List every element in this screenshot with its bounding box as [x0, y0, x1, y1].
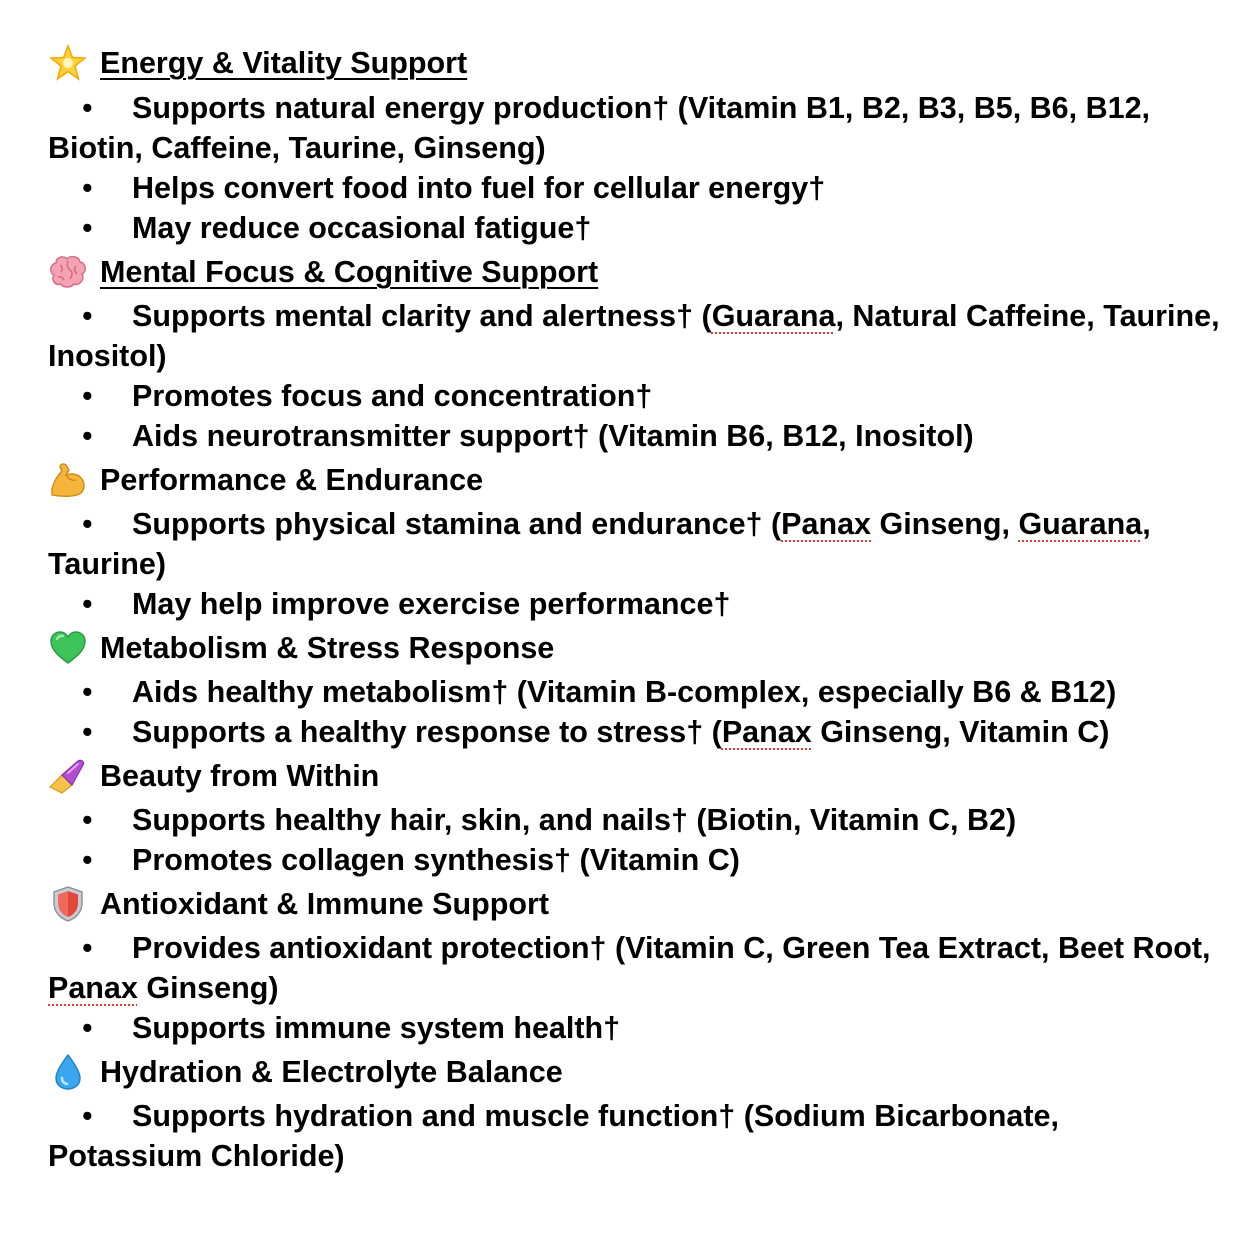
list-item-text: Ginseng, — [871, 507, 1019, 541]
section-title: Mental Focus & Cognitive Support — [100, 255, 599, 289]
brain-icon — [48, 252, 88, 292]
droplet-icon — [48, 1052, 88, 1092]
list-item — [48, 376, 1220, 416]
section-title: Hydration & Electrolyte Balance — [100, 1055, 563, 1089]
list-item-text: May help improve exercise performance† — [132, 587, 731, 621]
list-item-text: Aids healthy metabolism† (Vitamin B-complex, especially B6 & B12) — [132, 675, 1117, 709]
section-heading — [48, 456, 1220, 504]
nail-polish-icon — [48, 756, 88, 796]
list-item-text: Promotes focus and concentration† — [132, 379, 653, 413]
list-item-text: Helps convert food into fuel for cellular energy† — [132, 171, 826, 205]
section-heading — [48, 752, 1220, 800]
list-item-text: Supports mental clarity and alertness† ( — [132, 299, 712, 333]
misspelled-word[interactable]: Panax — [48, 971, 138, 1005]
list-item — [48, 168, 1220, 208]
list-item — [48, 928, 1220, 1008]
glowing-star-icon — [48, 43, 88, 83]
list-item — [48, 296, 1220, 376]
section-heading — [48, 38, 1220, 88]
list-item — [48, 88, 1220, 168]
list-item-text: May reduce occasional fatigue† — [132, 211, 592, 245]
bullet-marker: • — [82, 675, 93, 709]
list-item-text: , Natural Caffeine, Taurine, Inositol) — [48, 299, 1220, 373]
list-item-text: Supports healthy hair, skin, and nails† (Biotin, Vitamin C, B2) — [132, 803, 1017, 837]
section-title: Antioxidant & Immune Support — [100, 887, 550, 921]
section-heading — [48, 1048, 1220, 1096]
bullet-marker: • — [82, 211, 93, 245]
bullet-marker: • — [82, 299, 93, 333]
list-item-text: Aids neurotransmitter support† (Vitamin B6, B12, Inositol) — [132, 419, 974, 453]
section-title: Metabolism & Stress Response — [100, 631, 555, 665]
bullet-marker: • — [82, 171, 93, 205]
list-item — [48, 1008, 1220, 1048]
list-item — [48, 672, 1220, 712]
list-item-text: , Taurine) — [48, 507, 1151, 581]
document-body — [48, 38, 1220, 1176]
list-item-text: Supports hydration and muscle function† (Sodium Bicarbonate, Potassium Chloride) — [48, 1099, 1059, 1173]
list-item-text: Supports natural energy production† (Vitamin B1, B2, B3, B5, B6, B12, Biotin, Caffeine, Taurine, Ginseng) — [48, 91, 1151, 165]
flexed-biceps-icon — [48, 460, 88, 500]
list-item — [48, 584, 1220, 624]
section-title: Beauty from Within — [100, 759, 380, 793]
shield-icon — [48, 884, 88, 924]
list-item-text: Ginseng) — [137, 971, 279, 1005]
section-heading — [48, 624, 1220, 672]
list-item — [48, 504, 1220, 584]
list-item — [48, 800, 1220, 840]
bullet-marker: • — [82, 91, 93, 125]
bullet-marker: • — [82, 843, 93, 877]
list-item — [48, 712, 1220, 752]
list-item — [48, 840, 1220, 880]
section-heading — [48, 880, 1220, 928]
list-item — [48, 1096, 1220, 1176]
list-item-text: Promotes collagen synthesis† (Vitamin C) — [132, 843, 740, 877]
bullet-marker: • — [82, 587, 93, 621]
section-title: Energy & Vitality Support — [100, 46, 468, 80]
bullet-marker: • — [82, 419, 93, 453]
bullet-marker: • — [82, 803, 93, 837]
bullet-marker: • — [82, 1011, 93, 1045]
list-item-text: Supports immune system health† — [132, 1011, 621, 1045]
list-item — [48, 416, 1220, 456]
green-heart-icon — [48, 628, 88, 668]
list-item-text: Provides antioxidant protection† (Vitamin C, Green Tea Extract, Beet Root, — [132, 931, 1211, 965]
list-item — [48, 208, 1220, 248]
misspelled-word[interactable]: Panax — [781, 507, 872, 541]
list-item-text: Supports physical stamina and endurance† ( — [132, 507, 782, 541]
bullet-marker: • — [82, 379, 93, 413]
list-item-text: Supports a healthy response to stress† ( — [132, 715, 722, 749]
section-heading — [48, 248, 1220, 296]
bullet-marker: • — [82, 931, 93, 965]
bullet-marker: • — [82, 1099, 93, 1133]
misspelled-word[interactable]: Guarana — [711, 299, 836, 333]
section-title: Performance & Endurance — [100, 463, 484, 497]
misspelled-word[interactable]: Panax — [721, 715, 812, 749]
misspelled-word[interactable]: Guarana — [1018, 507, 1143, 541]
bullet-marker: • — [82, 507, 93, 541]
list-item-text: Ginseng, Vitamin C) — [811, 715, 1110, 749]
bullet-marker: • — [82, 715, 93, 749]
